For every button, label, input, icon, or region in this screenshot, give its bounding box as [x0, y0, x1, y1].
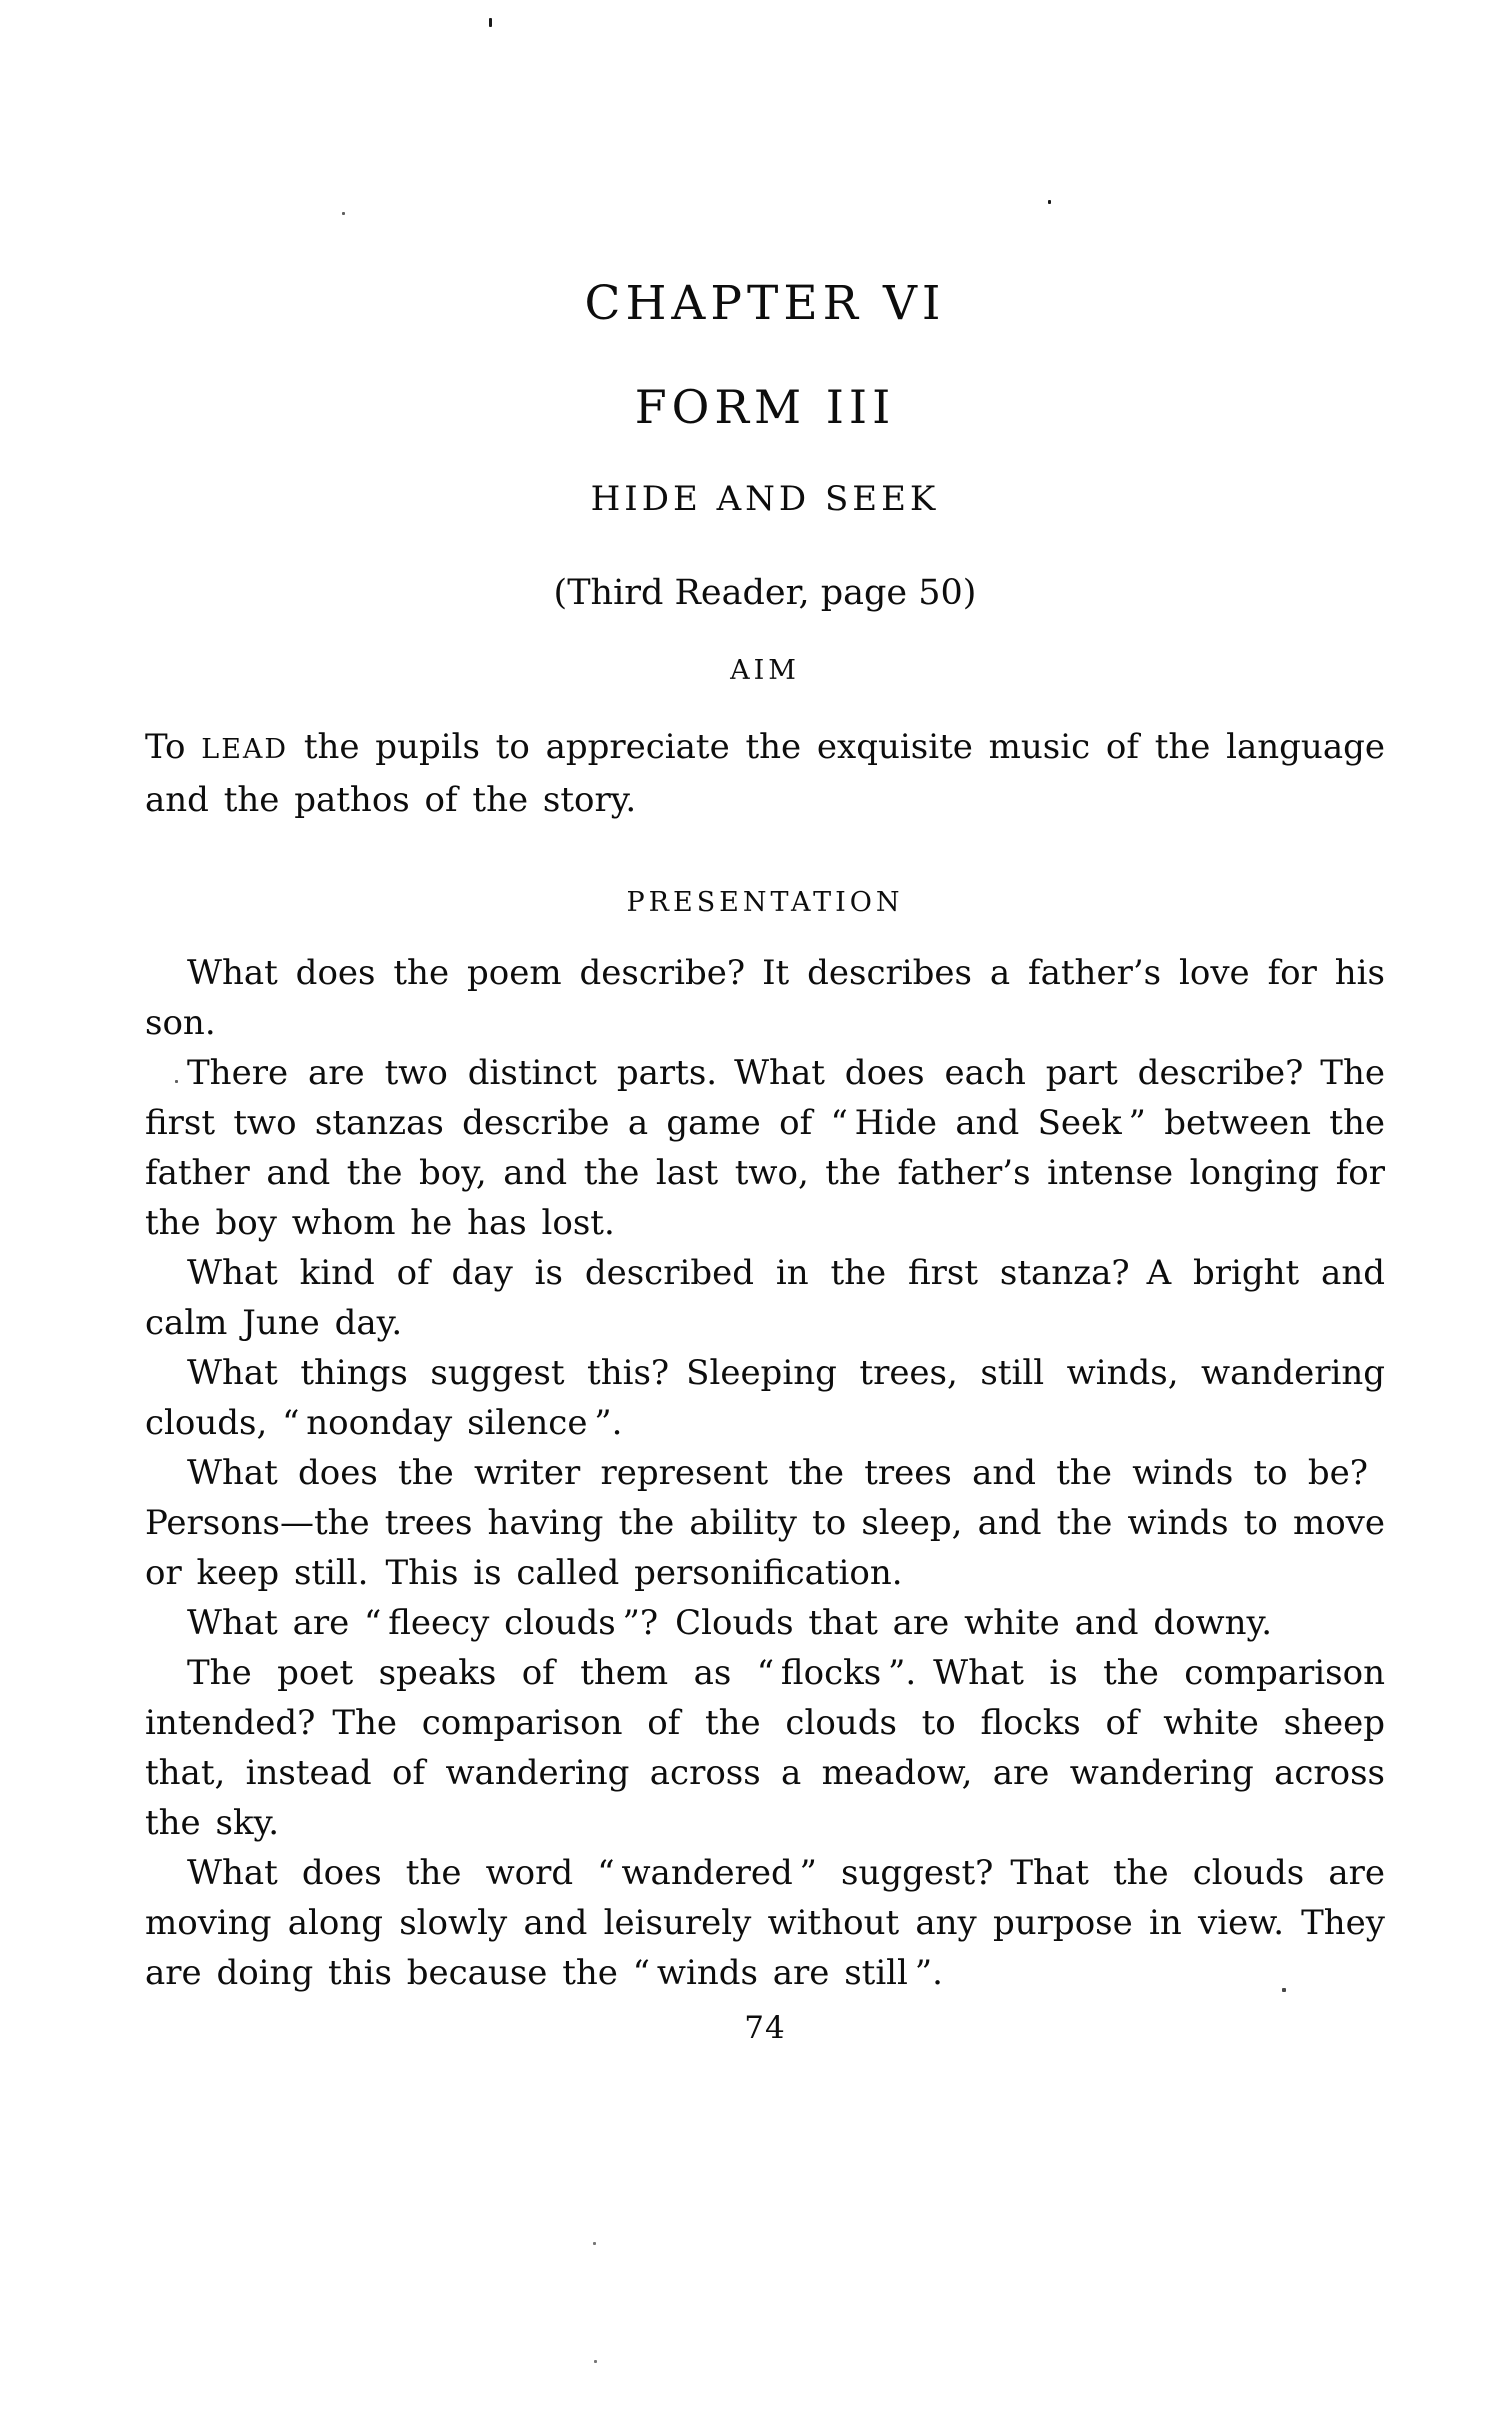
presentation-paragraph: The poet speaks of them as “ flocks ”. What is the comparison intended? The comparison of the clouds to flocks of white sheep that, instead of wandering across a meadow, are wandering across the sky.	[145, 1653, 1385, 1843]
aim-section-heading: AIM	[730, 655, 800, 686]
aim-lead-in: To	[145, 727, 186, 767]
chapter-heading: CHAPTER VI	[584, 276, 946, 331]
presentation-body	[145, 948, 1385, 1998]
scan-speck	[1282, 1988, 1286, 1992]
scan-speck	[489, 18, 492, 27]
presentation-paragraph: What things suggest this? Sleeping trees, still winds, wandering clouds, “ noonday silence ”.	[145, 1353, 1385, 1443]
presentation-paragraph: What does the poem describe? It describes a father’s love for his son.	[145, 953, 1385, 1043]
scan-speck	[175, 1080, 178, 1083]
scan-speck	[342, 212, 345, 215]
presentation-paragraph: What does the word “ wandered ” suggest? That the clouds are moving along slowly and leisurely without any purpose in view. They are doing this because the “ winds are still ”.	[145, 1853, 1385, 1993]
page-number: 74	[744, 2010, 786, 2046]
scan-speck	[1048, 200, 1051, 204]
lesson-title: HIDE AND SEEK	[590, 479, 940, 519]
presentation-section-heading: PRESENTATION	[626, 887, 904, 918]
reader-reference: (Third Reader, page 50)	[553, 573, 977, 613]
scan-speck	[594, 2360, 597, 2363]
presentation-paragraph: There are two distinct parts. What does each part describe? The first two stanzas describe a game of “ Hide and Seek ” between the father and the boy, and the last two, the father’s intense longing for the boy whom he has lost.	[145, 1053, 1385, 1243]
scan-speck	[593, 2242, 596, 2245]
aim-paragraph	[145, 722, 1385, 825]
presentation-paragraph: What kind of day is described in the first stanza? A bright and calm June day.	[145, 1253, 1385, 1343]
presentation-paragraph: What are “ fleecy clouds ”? Clouds that are white and downy.	[187, 1603, 1273, 1643]
presentation-paragraph: What does the writer represent the trees and the winds to be? Persons—the trees having the ability to sleep, and the winds to move or keep still. This is called personification.	[145, 1453, 1385, 1593]
aim-text: the pupils to appreciate the exquisite music of the language and the pathos of the story.	[145, 727, 1385, 820]
aim-lead-smallcaps: LEAD	[201, 734, 289, 765]
form-heading: FORM III	[634, 380, 896, 434]
